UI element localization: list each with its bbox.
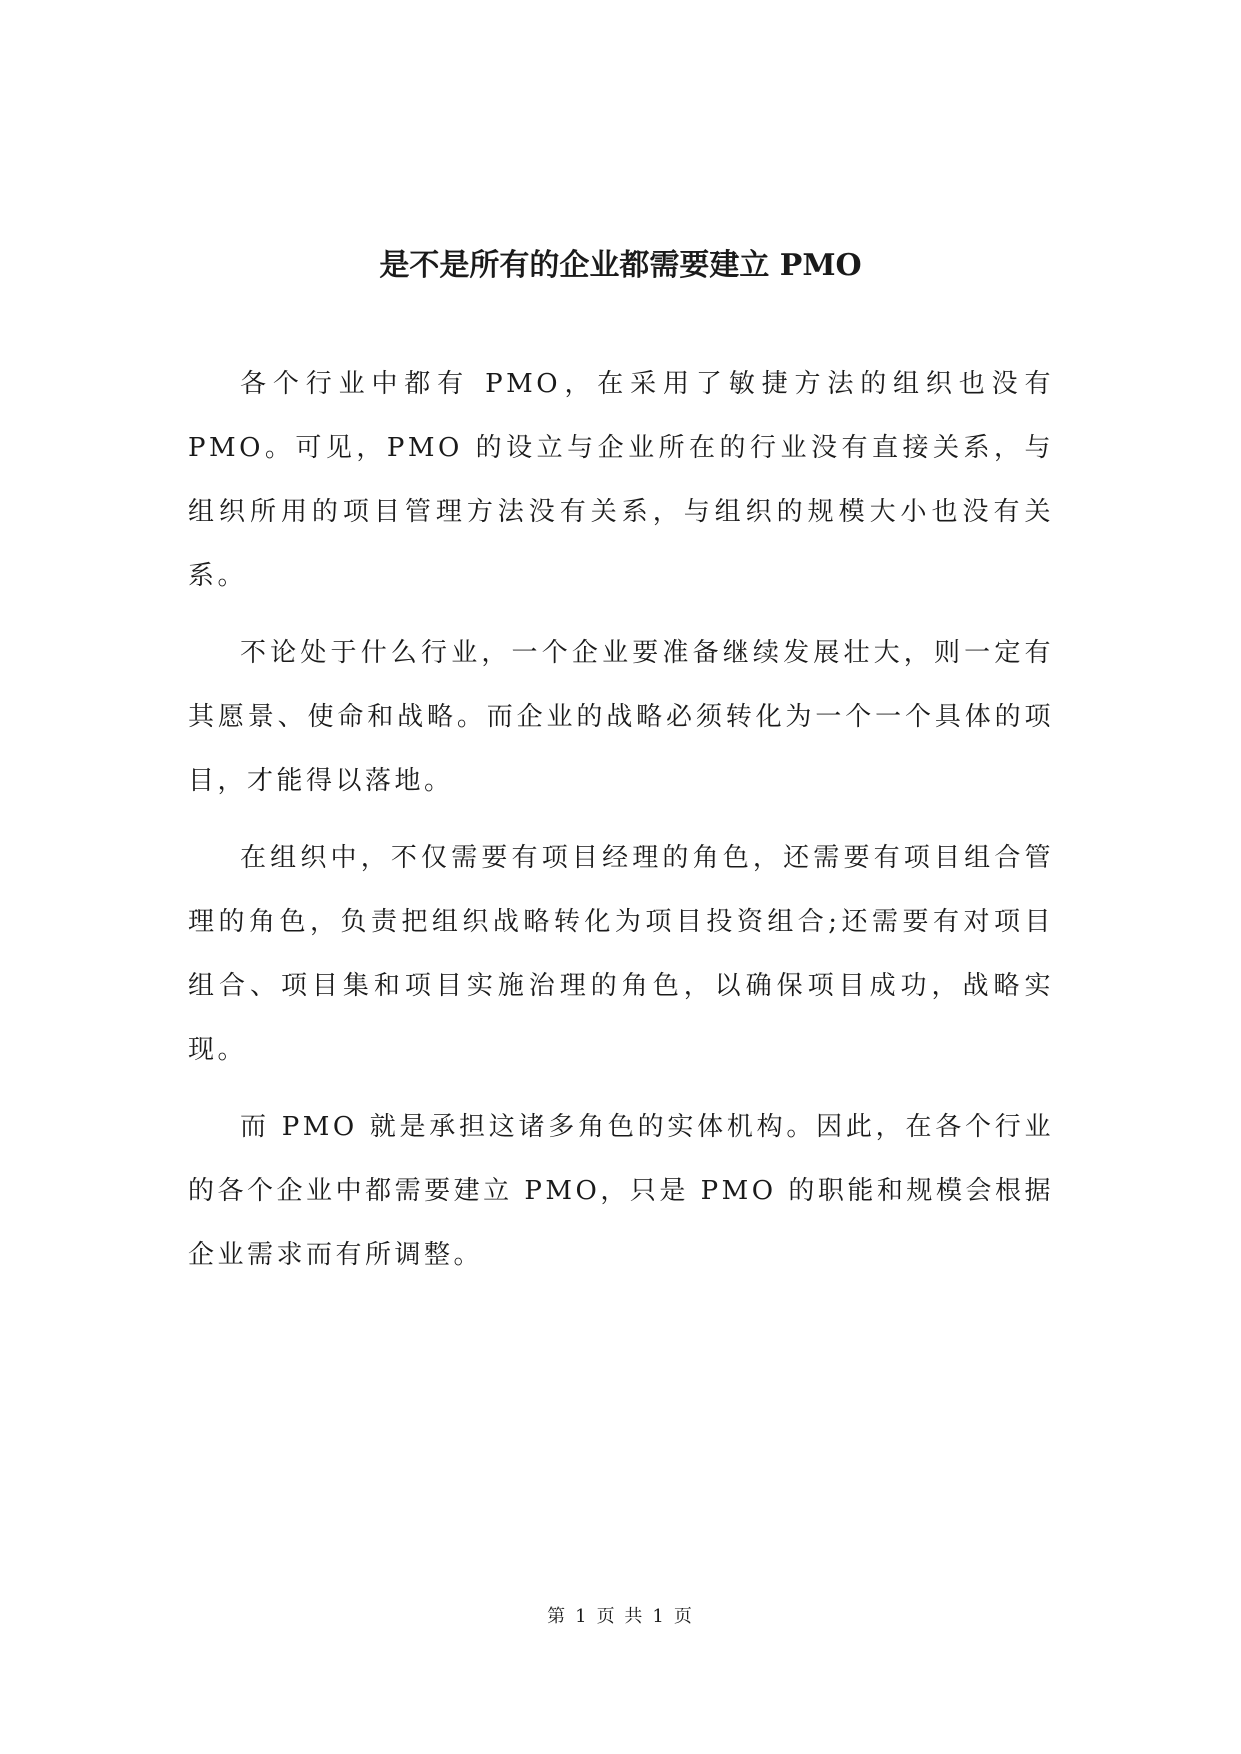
paragraph-3: 在组织中，不仅需要有项目经理的角色，还需要有项目组合管理的角色，负责把组织战略转化为项目投资组合;还需要有对项目组合、项目集和项目实施治理的角色，以确保项目成功，战略实现。 xyxy=(188,843,1054,1065)
document-body xyxy=(188,352,1054,1300)
document-title: 是不是所有的企业都需要建立 PMO xyxy=(379,248,862,284)
footer-page-total: 1 xyxy=(652,1606,666,1627)
footer-page-prefix: 第 xyxy=(547,1606,568,1627)
footer-page-suffix: 页 xyxy=(673,1606,694,1627)
footer-page-middle: 页 共 xyxy=(596,1606,645,1627)
page-footer xyxy=(0,1604,1241,1630)
paragraph-1: 各个行业中都有 PMO，在采用了敏捷方法的组织也没有 PMO。可见，PMO 的设立与企业所在的行业没有直接关系，与组织所用的项目管理方法没有关系，与组织的规模大小也没有关系。 xyxy=(188,369,1054,591)
footer-page-number: 1 xyxy=(575,1606,589,1627)
paragraph-4: 而 PMO 就是承担这诸多角色的实体机构。因此，在各个行业的各个企业中都需要建立 PMO，只是 PMO 的职能和规模会根据企业需求而有所调整。 xyxy=(188,1112,1054,1270)
paragraph-2: 不论处于什么行业，一个企业要准备继续发展壮大，则一定有其愿景、使命和战略。而企业的战略必须转化为一个一个具体的项目，才能得以落地。 xyxy=(188,638,1054,796)
